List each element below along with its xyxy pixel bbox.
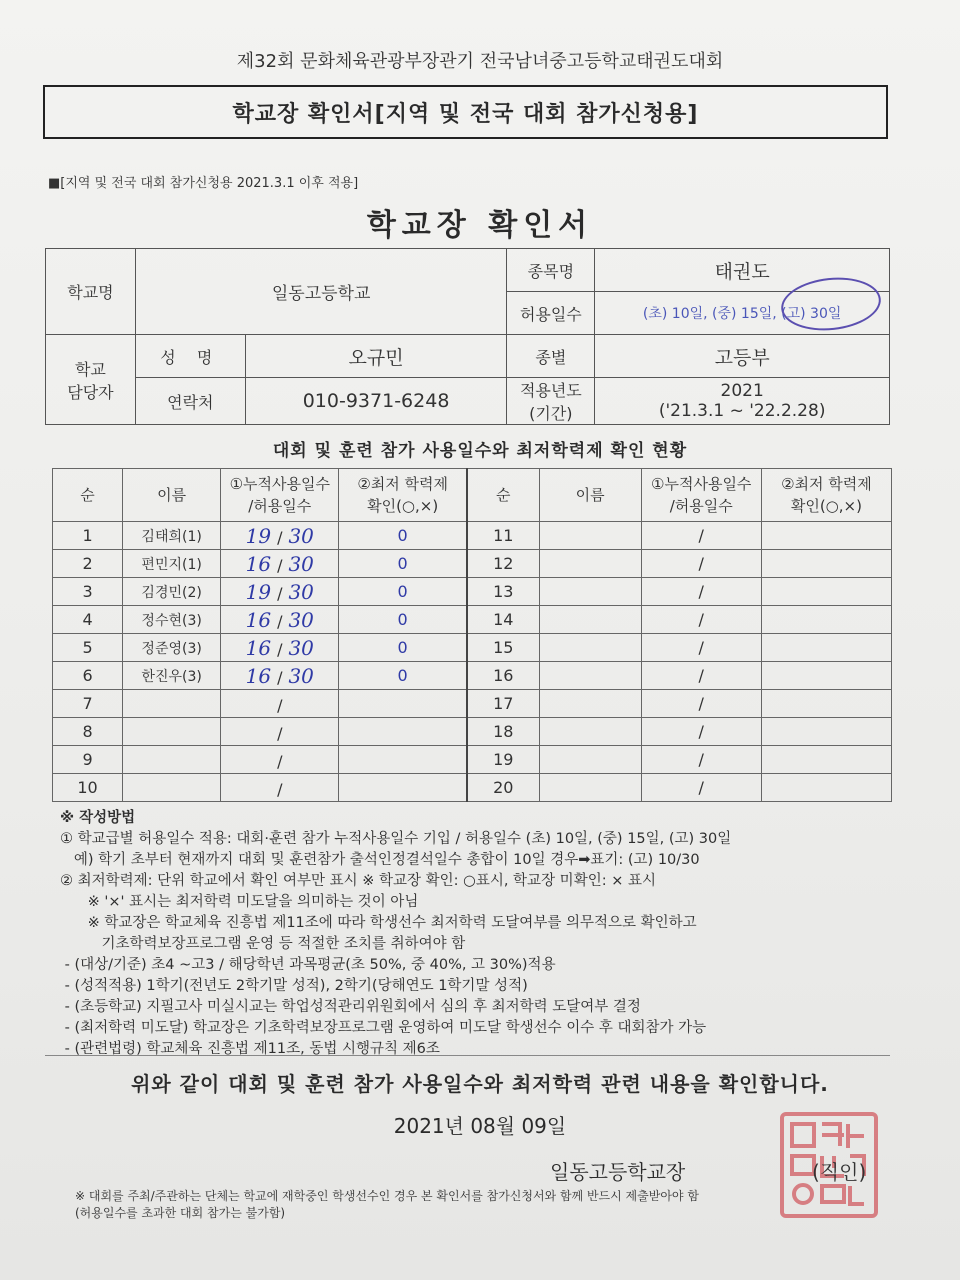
- header-name-right: 이름: [539, 469, 641, 522]
- student-name: [123, 774, 221, 802]
- row-no: 4: [53, 606, 123, 634]
- instruction-line: - (대상/기준) 초4 ~고3 / 해당학년 과목평균(초 50%, 중 40%, 고 30%)적용: [60, 957, 556, 973]
- min-check-cell: [339, 662, 467, 690]
- instructions: [60, 808, 900, 1060]
- student-name-right: [539, 718, 641, 746]
- table-row: [53, 662, 892, 690]
- days-allowed: 30: [288, 579, 314, 604]
- min-check-cell: [339, 718, 467, 746]
- row-no-right: 18: [467, 718, 539, 746]
- student-name-right: [539, 606, 641, 634]
- header-min-right: [761, 469, 891, 522]
- document-title: 학교장 확인서: [366, 208, 594, 243]
- row-no-right: 15: [467, 634, 539, 662]
- event-label: 종목명: [507, 249, 595, 292]
- days-cell: [221, 690, 339, 718]
- days-cell: [221, 606, 339, 634]
- row-no: 1: [53, 522, 123, 550]
- student-name: 한진우(3): [123, 662, 221, 690]
- days-slash: /: [277, 779, 283, 799]
- min-check-right: [761, 662, 891, 690]
- seal-label: (직인): [812, 1160, 867, 1184]
- footer-line2: (허용일수를 초과한 대회 참가는 불가함): [75, 1206, 286, 1220]
- footer-line1: ※ 대회를 주최/주관하는 단체는 학교에 재학중인 학생선수인 경우 본 확인서를 참가신청서와 함께 반드시 제출받아야 함: [75, 1189, 699, 1203]
- instruction-line: ① 학교급별 허용일수 적용: 대회·훈련 참가 누적사용일수 기입 / 허용일수 (초) 10일, (중) 15일, (고) 30일: [60, 831, 732, 847]
- days-cell: [221, 746, 339, 774]
- days-cell-right: /: [641, 606, 761, 634]
- days-used: 16: [245, 635, 272, 660]
- manager-label-line2: 담당자: [67, 382, 114, 402]
- header-min-right-line1: ②최저 학력제: [781, 475, 872, 493]
- days-allowed: 30: [288, 607, 314, 632]
- instruction-line: ※ '×' 표시는 최저학력 미도달을 의미하는 것이 아님: [60, 894, 419, 910]
- min-check: 0: [397, 554, 408, 573]
- header-days-line1: ①누적사용일수: [229, 475, 330, 493]
- row-no-right: 14: [467, 606, 539, 634]
- manager-label-line1: 학교: [74, 359, 106, 379]
- days-slash: /: [277, 527, 283, 547]
- instructions-lines: [60, 829, 900, 1060]
- student-name-right: [539, 774, 641, 802]
- participation-table: [52, 468, 892, 802]
- table-row: [53, 606, 892, 634]
- instruction-line: ※ 학교장은 학교체육 진흥법 제11조에 따라 학생선수 최저학력 도달여부를 의무적으로 확인하고: [60, 915, 697, 931]
- student-name: [123, 718, 221, 746]
- days-cell-right: /: [641, 634, 761, 662]
- allowed-days-label: 허용일수: [507, 292, 595, 335]
- year-value: [595, 378, 890, 425]
- min-check: 0: [397, 582, 408, 601]
- days-used: 16: [245, 607, 272, 632]
- days-slash: /: [277, 583, 283, 603]
- days-slash: /: [277, 723, 283, 743]
- days-cell: [221, 634, 339, 662]
- min-check-cell: [339, 578, 467, 606]
- divider: [45, 1055, 890, 1056]
- days-slash: /: [277, 611, 283, 631]
- days-allowed: 30: [288, 635, 314, 660]
- student-name: 정수현(3): [123, 606, 221, 634]
- header-days: [221, 469, 339, 522]
- division-label: 종별: [507, 335, 595, 378]
- min-check: 0: [397, 526, 408, 545]
- days-cell: [221, 550, 339, 578]
- days-slash: /: [277, 555, 283, 575]
- instruction-line: - (관련법령) 학교체육 진흥법 제11조, 동법 시행규칙 제6조: [60, 1041, 440, 1057]
- year-label-line1: 적용년도: [519, 381, 582, 400]
- name-label: 성 명: [135, 335, 245, 378]
- days-cell: [221, 578, 339, 606]
- section-title: 대회 및 훈련 참가 사용일수와 최저학력제 확인 현황: [272, 441, 688, 461]
- school-value: 일동고등학교: [135, 249, 507, 335]
- days-cell: [221, 718, 339, 746]
- event-title: 제32회 문화체육관광부장관기 전국남녀중고등학교태권도대회: [236, 51, 724, 72]
- min-check-right: [761, 718, 891, 746]
- event-value: 태권도: [595, 249, 890, 292]
- apply-note: ■[지역 및 전국 대회 참가신청용 2021.3.1 이후 적용]: [48, 176, 359, 191]
- boxed-title-text: 학교장 확인서[지역 및 전국 대회 참가신청용]: [232, 101, 699, 127]
- min-check-cell: [339, 774, 467, 802]
- table-row: [53, 522, 892, 550]
- row-no: 9: [53, 746, 123, 774]
- allowed-days-cell: [595, 292, 890, 335]
- table-row: [53, 718, 892, 746]
- manager-label: [46, 335, 136, 425]
- row-no-right: 19: [467, 746, 539, 774]
- days-slash: /: [277, 751, 283, 771]
- table-row: [53, 746, 892, 774]
- days-cell-right: /: [641, 746, 761, 774]
- row-no-right: 16: [467, 662, 539, 690]
- header-name: 이름: [123, 469, 221, 522]
- days-slash: /: [277, 695, 283, 715]
- year-label-line2: (기간): [529, 404, 573, 423]
- days-cell-right: /: [641, 774, 761, 802]
- min-check-cell: [339, 634, 467, 662]
- days-used: 16: [245, 663, 272, 688]
- row-no: 7: [53, 690, 123, 718]
- days-allowed: 30: [288, 551, 314, 576]
- min-check-right: [761, 522, 891, 550]
- min-check-right: [761, 746, 891, 774]
- min-check: 0: [397, 666, 408, 685]
- days-cell-right: /: [641, 550, 761, 578]
- student-name-right: [539, 550, 641, 578]
- min-check-right: [761, 690, 891, 718]
- header-min: [339, 469, 467, 522]
- days-cell-right: /: [641, 690, 761, 718]
- row-no: 2: [53, 550, 123, 578]
- days-cell: [221, 774, 339, 802]
- min-check-cell: [339, 522, 467, 550]
- min-check-cell: [339, 690, 467, 718]
- days-slash: /: [277, 667, 283, 687]
- days-used: 19: [245, 579, 272, 604]
- days-cell-right: /: [641, 522, 761, 550]
- row-no: 8: [53, 718, 123, 746]
- min-check-right: [761, 606, 891, 634]
- days-cell-right: /: [641, 662, 761, 690]
- table-row: [53, 578, 892, 606]
- days-allowed: 30: [288, 663, 314, 688]
- info-table: [45, 248, 890, 425]
- min-check-right: [761, 634, 891, 662]
- min-check: 0: [397, 638, 408, 657]
- table-row: [53, 634, 892, 662]
- instruction-line: 예) 학기 초부터 현재까지 대회 및 훈련참가 출석인정결석일수 총합이 10일 경우➡표기: (고) 10/30: [60, 852, 700, 868]
- row-no: 6: [53, 662, 123, 690]
- issue-date: 2021년 08월 09일: [393, 1114, 567, 1138]
- min-check-cell: [339, 746, 467, 774]
- student-name: 정준영(3): [123, 634, 221, 662]
- instructions-heading: ※ 작성방법: [60, 810, 136, 826]
- confirmation-statement: 위와 같이 대회 및 훈련 참가 사용일수와 최저학력 관련 내용을 확인합니다.: [131, 1072, 829, 1096]
- instruction-line: 기초학력보장프로그램 운영 등 적절한 조치를 취하여야 함: [60, 936, 466, 952]
- header-days-right-line1: ①누적사용일수: [651, 475, 752, 493]
- table-row: [53, 550, 892, 578]
- division-value: 고등부: [595, 335, 890, 378]
- min-check-cell: [339, 606, 467, 634]
- contact-value: 010-9371-6248: [245, 378, 507, 425]
- row-no-right: 13: [467, 578, 539, 606]
- allowed-days-value: (초) 10일, (중) 15일, (고) 30일: [642, 306, 842, 322]
- student-name-right: [539, 578, 641, 606]
- days-cell: [221, 662, 339, 690]
- school-label: 학교명: [46, 249, 136, 335]
- row-no: 10: [53, 774, 123, 802]
- header-no: 순: [53, 469, 123, 522]
- row-no: 5: [53, 634, 123, 662]
- student-name-right: [539, 522, 641, 550]
- name-value: 오규민: [245, 335, 507, 378]
- min-check-cell: [339, 550, 467, 578]
- contact-label: 연락처: [135, 378, 245, 425]
- instruction-line: - (성적적용) 1학기(전년도 2학기말 성적), 2학기(당해연도 1학기말 성적): [60, 978, 528, 994]
- row-no-right: 17: [467, 690, 539, 718]
- header-min-line2: 확인(○,×): [367, 497, 439, 515]
- header-days-right: [641, 469, 761, 522]
- days-allowed: 30: [288, 523, 314, 548]
- min-check-right: [761, 774, 891, 802]
- min-check-right: [761, 578, 891, 606]
- student-name-right: [539, 746, 641, 774]
- min-check: 0: [397, 610, 408, 629]
- header-days-right-line2: /허용일수: [669, 497, 733, 515]
- days-cell-right: /: [641, 718, 761, 746]
- instruction-line: - (최저학력 미도달) 학교장은 기초학력보장프로그램 운영하여 미도달 학생선수 이수 후 대회참가 가능: [60, 1020, 707, 1036]
- student-name: 김태희(1): [123, 522, 221, 550]
- header-no-right: 순: [467, 469, 539, 522]
- row-no-right: 20: [467, 774, 539, 802]
- student-name: 편민지(1): [123, 550, 221, 578]
- year-value-line1: 2021: [720, 381, 764, 401]
- row-no-right: 12: [467, 550, 539, 578]
- footer-note: [75, 1188, 895, 1222]
- year-value-line2: ('21.3.1 ~ '22.2.28): [658, 401, 826, 421]
- participation-rows: [53, 522, 892, 802]
- student-name: [123, 690, 221, 718]
- header-min-line1: ②최저 학력제: [357, 475, 448, 493]
- instruction-line: - (초등학교) 지필고사 미실시교는 학업성적관리위원회에서 심의 후 최저학력 도달여부 결정: [60, 999, 641, 1015]
- principal-name: 일동고등학교장: [550, 1160, 686, 1184]
- table-row: [53, 774, 892, 802]
- header-days-line2: /허용일수: [248, 497, 312, 515]
- student-name-right: [539, 690, 641, 718]
- table-row: [53, 690, 892, 718]
- min-check-right: [761, 550, 891, 578]
- boxed-title: [43, 85, 888, 139]
- row-no-right: 11: [467, 522, 539, 550]
- days-slash: /: [277, 639, 283, 659]
- days-used: 16: [245, 551, 272, 576]
- student-name: [123, 746, 221, 774]
- days-cell: [221, 522, 339, 550]
- row-no: 3: [53, 578, 123, 606]
- student-name-right: [539, 634, 641, 662]
- header-min-right-line2: 확인(○,×): [790, 497, 862, 515]
- days-cell-right: /: [641, 578, 761, 606]
- student-name: 김경민(2): [123, 578, 221, 606]
- days-used: 19: [245, 523, 272, 548]
- year-label: [507, 378, 595, 425]
- student-name-right: [539, 662, 641, 690]
- instruction-line: ② 최저학력제: 단위 학교에서 확인 여부만 표시 ※ 학교장 확인: ○표시, 학교장 미확인: × 표시: [60, 873, 656, 889]
